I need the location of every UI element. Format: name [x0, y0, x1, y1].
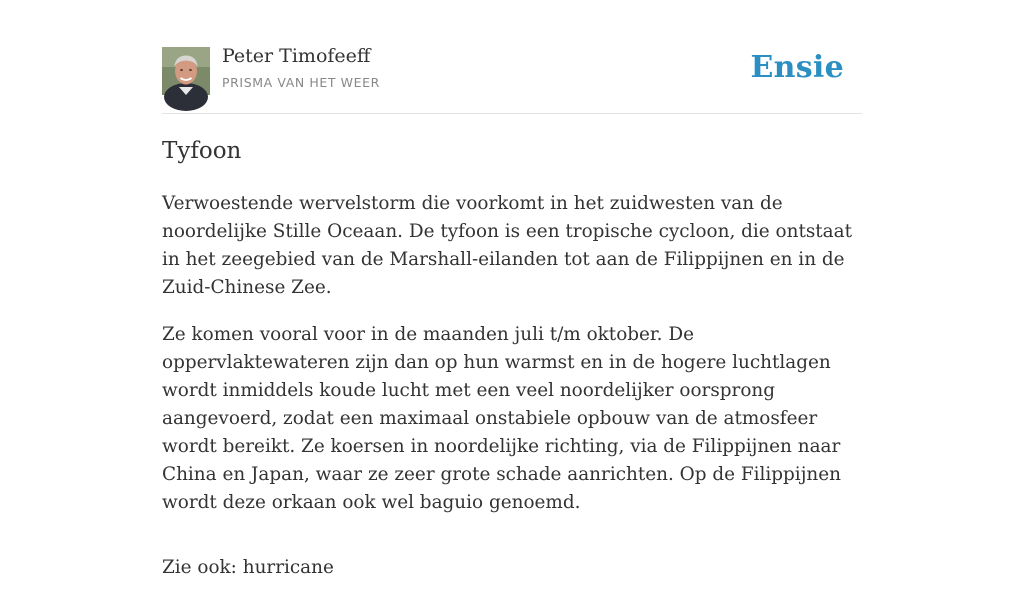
entry-card	[162, 0, 862, 578]
see-also	[162, 554, 862, 582]
author-name[interactable]: Peter Timofeeff	[222, 45, 371, 67]
author-photo	[162, 47, 210, 95]
see-also-link[interactable]: hurricane	[242, 557, 334, 578]
author-source[interactable]: PRISMA VAN HET WEER	[222, 75, 380, 90]
see-also-label: Zie ook:	[162, 557, 243, 578]
entry-paragraph: Ze komen vooral voor in de maanden juli t/m oktober. De oppervlaktewateren zijn dan op hun warmst en in de hogere luchtlagen wordt inmiddels koude lucht met een veel noordelijker oorsprong aangevoerd, zodat een maximaal onstabiele opbouw van de atmosfeer wordt bereikt. Ze koersen in noordelijke richting, via de Filippijnen naar China en Japan, waar ze zeer grote schade aanrichten. Op de Filippijnen wordt deze orkaan ook wel baguio genoemd.	[162, 324, 841, 513]
author-avatar[interactable]	[162, 47, 210, 95]
entry-body	[162, 190, 862, 601]
entry-header	[162, 0, 862, 114]
ensie-logo[interactable]: Ensie	[750, 50, 844, 85]
entry-term: Tyfoon	[162, 138, 242, 164]
entry-paragraph: Verwoestende wervelstorm die voorkomt in het zuidwesten van de noordelijke Stille Oceaan. De tyfoon is een tropische cycloon, die ontstaat in het zeegebied van de Marshall-eilanden tot aan de Filippijnen en in de Zuid-Chinese Zee.	[162, 193, 852, 298]
